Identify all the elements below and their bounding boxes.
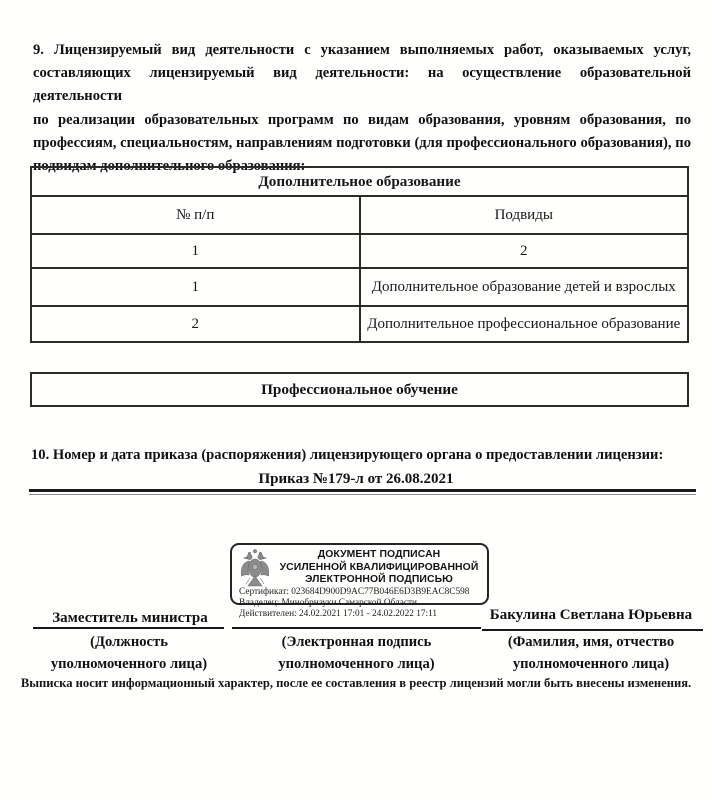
signature-line-name [482, 629, 703, 631]
table-title: Дополнительное образование [31, 167, 688, 196]
caption-line: уполномоченного лица) [278, 655, 435, 672]
row-subtype-cell: Дополнительное образование детей и взрослых [360, 268, 689, 306]
paragraph-9-line: 9. Лицензируемый вид деятельности с указанием выполняемых работ, оказываемых услуг, [33, 42, 691, 58]
caption-line: (Электронная подпись [281, 634, 432, 650]
table-title-row [31, 167, 688, 196]
stamp-title [274, 549, 484, 587]
row-number-cell: 2 [31, 306, 360, 342]
row-number-cell: 1 [31, 268, 360, 306]
esign-caption [232, 632, 481, 675]
stamp-title-line: ДОКУМЕНТ ПОДПИСАН [317, 549, 441, 560]
signature-line-position [33, 627, 224, 629]
paragraph-9-line: подвидам дополнительного образования: [33, 158, 306, 175]
paragraph-9-line: составляющих лицензируемый вид деятельности: на осуществление образовательной деятельности [33, 65, 691, 105]
paragraph-9-line: по реализации образовательных программ по видам образования, уровням образования, по [33, 111, 691, 128]
table-title-row [31, 373, 688, 406]
numbering-cell: 2 [360, 234, 689, 268]
stamp-owner: Владелец: Минобрнауки Самарской Области [239, 598, 417, 609]
table-additional-education [30, 166, 689, 343]
paragraph-10: 10. Номер и дата приказа (распоряжения) лицензирующего органа о предоставлении лицензии: [31, 447, 664, 463]
digital-signature-stamp [230, 543, 489, 620]
stamp-details [239, 587, 484, 621]
caption-line: (Должность [90, 634, 168, 650]
position-caption [20, 632, 238, 675]
name-caption [478, 632, 704, 675]
signer-position: Заместитель министра [52, 610, 208, 626]
stamp-title-line: УСИЛЕННОЙ КВАЛИФИЦИРОВАННОЙ [279, 561, 479, 573]
signer-name: Бакулина Светлана Юрьевна [489, 607, 693, 623]
col-header-number: № п/п [31, 196, 360, 234]
signature-line-esign [232, 627, 481, 629]
row-subtype-cell: Дополнительное профессиональное образование [360, 306, 689, 342]
stamp-title-line: ЭЛЕКТРОННОЙ ПОДПИСЬЮ [305, 574, 453, 586]
table-row [31, 306, 688, 342]
stamp-certificate: Сертификат: 023684D900D9AC77B046E6D3B9EAC8C598 [239, 587, 470, 597]
order-number-and-date: Приказ №179-л от 26.08.2021 [258, 471, 454, 487]
table-numbering-row [31, 234, 688, 268]
numbering-cell: 1 [31, 234, 360, 268]
stamp-validity: Действителен: 24.02.2021 17:01 - 24.02.2022 17:11 [239, 609, 438, 620]
table-header-row [31, 196, 688, 234]
table-row [31, 268, 688, 306]
caption-line: уполномоченного лица) [50, 655, 208, 672]
caption-line: уполномоченного лица) [512, 655, 670, 672]
horizontal-rule [29, 489, 696, 495]
footer-note: Выписка носит информационный характер, после ее составления в реестр лицензий могли быть внесены изменения. [20, 676, 692, 690]
paragraph-9 [33, 39, 691, 178]
coat-of-arms-icon [237, 548, 273, 588]
caption-line: (Фамилия, имя, отчество [507, 634, 675, 650]
table-professional-training [30, 372, 689, 407]
col-header-subtypes: Подвиды [360, 196, 689, 234]
table-title: Профессиональное обучение [31, 373, 688, 406]
paragraph-9-line: профессиям, специальностям, направлениям подготовки (для профессионального образования), по [33, 134, 691, 151]
